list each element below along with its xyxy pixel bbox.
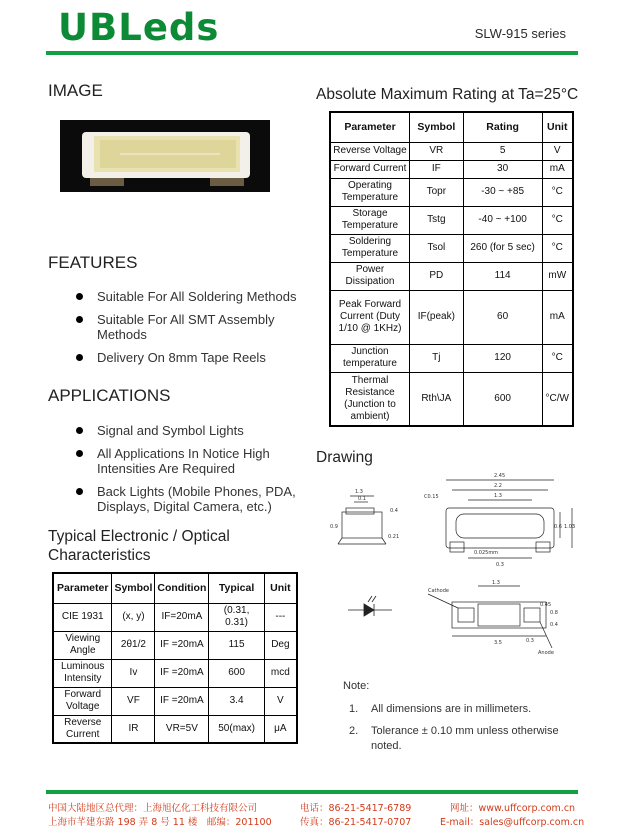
bottom-divider (46, 790, 578, 794)
table-cell: VF (112, 687, 155, 715)
brand-logo: UBLeds (58, 6, 220, 49)
table-header: Symbol (112, 573, 155, 603)
drawing-heading: Drawing (316, 449, 373, 466)
features-list (76, 289, 316, 373)
dim-label: 0.4 (390, 508, 398, 514)
table-cell: -30 ~ +85 (463, 178, 542, 206)
table-cell: IF =20mA (155, 631, 209, 659)
table-cell: Thermal Resistance (Junction to ambient) (330, 372, 410, 426)
table-cell: °C (542, 178, 573, 206)
table-cell: Tsol (410, 234, 464, 262)
table-cell: IF=20mA (155, 603, 209, 631)
anode-label: Anode (538, 650, 554, 656)
footer-address: 上海市芊建东路 198 弄 8 号 11 楼 邮编：201100 (48, 817, 272, 828)
footer-website: 网址：www.uffcorp.com.cn (450, 803, 576, 814)
dim-label: 2.45 (494, 473, 506, 479)
table-cell: °C (542, 206, 573, 234)
note-item (349, 702, 579, 717)
series-label: SLW-915 series (474, 26, 566, 41)
dim-label: 0.4 (550, 622, 558, 628)
table-cell: Forward Current (330, 160, 410, 178)
note-item (349, 724, 579, 754)
table-cell: Tj (410, 344, 464, 372)
absolute-table (329, 111, 574, 427)
table-cell: VR (410, 142, 464, 160)
table-cell: 600 (463, 372, 542, 426)
table-cell: 3.4 (209, 687, 264, 715)
table-row (330, 206, 573, 234)
table-cell: mA (542, 160, 573, 178)
list-item: Back Lights (Mobile Phones, PDA, Displays, Digital Camera, etc.) (76, 484, 316, 514)
dim-label: 2.2 (494, 483, 502, 489)
table-cell: Junction temperature (330, 344, 410, 372)
table-cell: --- (264, 603, 297, 631)
table-cell: Reverse Voltage (330, 142, 410, 160)
cathode-label: Cathode (428, 588, 449, 594)
dim-label: 0.3 (496, 562, 504, 568)
table-header: Parameter (53, 573, 112, 603)
table-cell: 60 (463, 290, 542, 344)
table-cell: IF(peak) (410, 290, 464, 344)
applications-list (76, 423, 316, 522)
table-cell: Forward Voltage (53, 687, 112, 715)
table-cell: Tstg (410, 206, 464, 234)
note-text: Tolerance ± 0.10 mm unless otherwise noted. (371, 725, 559, 752)
list-item: Signal and Symbol Lights (76, 423, 316, 438)
footer-company: 中国大陆地区总代理：上海旭亿化工科技有限公司 (48, 803, 258, 814)
note-title: Note: (343, 680, 370, 692)
table-cell: Luminous Intensity (53, 659, 112, 687)
table-cell: Operating Temperature (330, 178, 410, 206)
list-item: Suitable For All SMT Assembly Methods (76, 312, 316, 342)
note-text: All dimensions are in millimeters. (371, 703, 532, 715)
dim-label: 1.3 (492, 580, 500, 586)
table-cell: °C (542, 344, 573, 372)
table-cell: 600 (209, 659, 264, 687)
top-divider (46, 51, 578, 55)
table-row (330, 234, 573, 262)
image-heading: IMAGE (48, 81, 103, 100)
table-cell: Rth\JA (410, 372, 464, 426)
table-row (53, 631, 297, 659)
features-heading: FEATURES (48, 253, 138, 272)
table-header: Symbol (410, 112, 464, 142)
table-cell: Storage Temperature (330, 206, 410, 234)
table-header: Rating (463, 112, 542, 142)
table-header: Unit (542, 112, 573, 142)
dim-label: 1.03 (564, 524, 576, 530)
table-cell: Topr (410, 178, 464, 206)
table-cell: PD (410, 262, 464, 290)
list-item: All Applications In Notice High Intensities Are Required (76, 446, 316, 476)
diode-symbol (348, 596, 392, 616)
footer-fax: 传真：86-21-5417-0707 (300, 817, 412, 828)
table-row (53, 659, 297, 687)
typical-heading: Typical Electronic / Optical Characteristics (48, 528, 230, 564)
mechanical-drawing (328, 468, 578, 664)
table-cell: mW (542, 262, 573, 290)
table-cell: Reverse Current (53, 715, 112, 743)
dim-label: 1.3 (494, 493, 502, 499)
dim-label: 0.9 (330, 524, 338, 530)
applications-heading: APPLICATIONS (48, 386, 171, 405)
dim-label: 0.8 (550, 610, 558, 616)
dim-label: 1.3 (355, 489, 363, 495)
led-photo (60, 120, 270, 192)
table-cell: mA (542, 290, 573, 344)
table-header: Typical (209, 573, 264, 603)
note-number: 1. (349, 703, 359, 715)
table-row (53, 603, 297, 631)
table-cell: 260 (for 5 sec) (463, 234, 542, 262)
table-row (330, 142, 573, 160)
table-cell: Deg (264, 631, 297, 659)
table-cell: V (264, 687, 297, 715)
table-cell: (0.31, 0.31) (209, 603, 264, 631)
table-cell: 2θ1/2 (112, 631, 155, 659)
table-cell: V (542, 142, 573, 160)
front-view (446, 480, 572, 558)
table-cell: Power Dissipation (330, 262, 410, 290)
table-cell: 50(max) (209, 715, 264, 743)
table-cell: 115 (209, 631, 264, 659)
dim-label: 0.6 (554, 524, 562, 530)
table-header: Condition (155, 573, 209, 603)
absolute-heading: Absolute Maximum Rating at Ta=25°C (316, 86, 579, 103)
dim-label: 0.21 (388, 534, 400, 540)
table-cell: 30 (463, 160, 542, 178)
table-cell: VR=5V (155, 715, 209, 743)
dim-label: 0.3 (526, 638, 534, 644)
table-cell: IF =20mA (155, 659, 209, 687)
table-cell: °C (542, 234, 573, 262)
side-view (338, 496, 386, 544)
table-cell: 5 (463, 142, 542, 160)
footer-email: E-mail：sales@uffcorp.com.cn (440, 817, 585, 828)
table-cell: (x, y) (112, 603, 155, 631)
table-row (53, 715, 297, 743)
dim-label: 0.025mm (474, 550, 499, 556)
table-cell: Viewing Angle (53, 631, 112, 659)
typical-table (52, 572, 298, 744)
list-item: Suitable For All Soldering Methods (76, 289, 316, 304)
dim-label: 3.5 (494, 640, 502, 646)
table-cell: °C/W (542, 372, 573, 426)
table-row (330, 178, 573, 206)
list-item: Delivery On 8mm Tape Reels (76, 350, 316, 365)
table-row (330, 372, 573, 426)
table-cell: 120 (463, 344, 542, 372)
table-row (330, 160, 573, 178)
table-cell: 114 (463, 262, 542, 290)
footer-phone: 电话：86-21-5417-6789 (300, 803, 412, 814)
table-cell: mcd (264, 659, 297, 687)
table-cell: IF =20mA (155, 687, 209, 715)
table-row (53, 687, 297, 715)
table-cell: Peak Forward Current (Duty 1/10 @ 1KHz) (330, 290, 410, 344)
note-number: 2. (349, 725, 359, 737)
table-cell: CIE 1931 (53, 603, 112, 631)
dim-label: C0.15 (424, 494, 439, 500)
table-header: Unit (264, 573, 297, 603)
table-cell: μA (264, 715, 297, 743)
dim-label: 0.1 (358, 496, 366, 502)
table-header: Parameter (330, 112, 410, 142)
table-row (330, 290, 573, 344)
table-row (330, 262, 573, 290)
table-cell: -40 ~ +100 (463, 206, 542, 234)
dim-label: 0.45 (540, 602, 552, 608)
table-cell: Iv (112, 659, 155, 687)
notes-list (349, 702, 579, 761)
table-cell: IF (410, 160, 464, 178)
table-cell: IR (112, 715, 155, 743)
table-cell: Soldering Temperature (330, 234, 410, 262)
table-row (330, 344, 573, 372)
